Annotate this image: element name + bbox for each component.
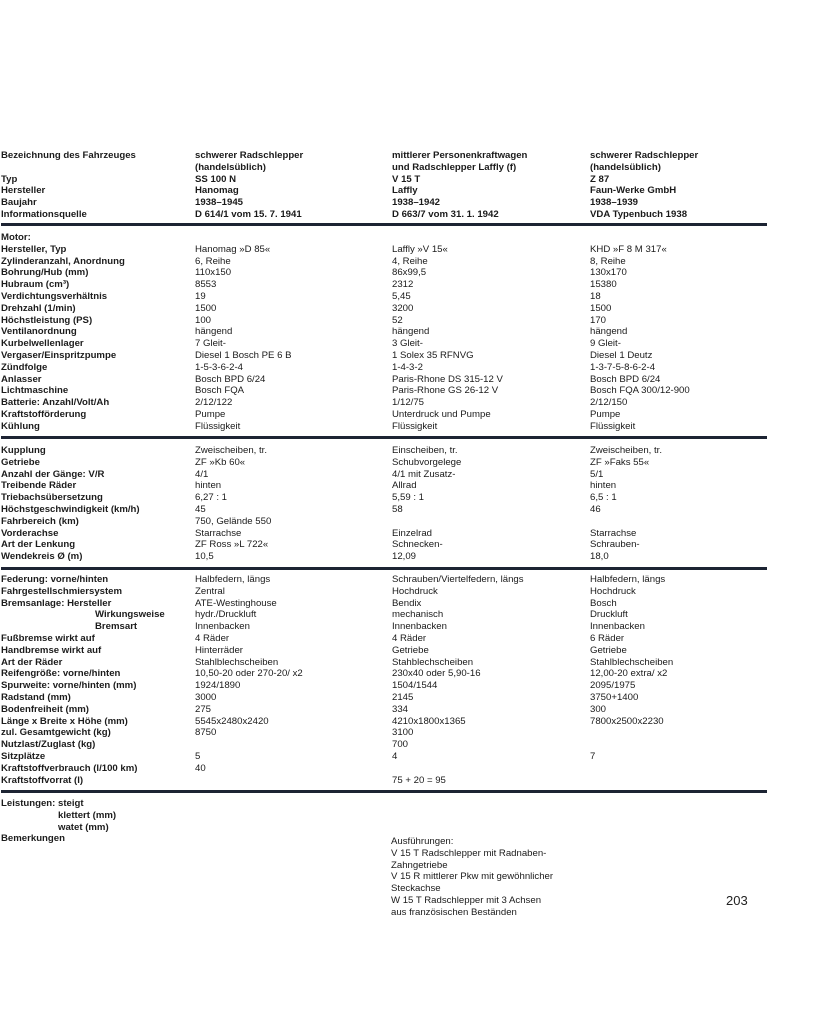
spec-row [1,704,767,716]
row-label: Fahrgestellschmiersystem [1,585,123,597]
row-label: Hersteller [1,185,46,197]
vehicle-2-value: Allrad [392,480,417,492]
vehicle-1-value: 750, Gelände 550 [195,515,272,527]
vehicle-2-value: 75 + 20 = 95 [392,774,446,786]
spec-row [1,645,767,657]
vehicle-1-value: 8553 [195,279,217,291]
vehicle-3-designation-2: (handelsüblich) [590,161,661,173]
section-divider [1,223,767,226]
spec-row [1,528,767,540]
vehicle-3-value: Flüssigkeit [590,420,636,432]
row-label: Sitzplätze [1,750,46,762]
vehicle-2-value: 5,59 : 1 [392,492,425,504]
vehicle-2-value: Paris-Rhone GS 26-12 V [392,385,499,397]
vehicle-3-value: Diesel 1 Deutz [590,349,653,361]
vehicle-1-value: ZF Ross »L 722« [195,539,269,551]
vehicle-2-value: 4 Räder [392,632,427,644]
vehicle-2-value: 1 Solex 35 RFNVG [392,349,474,361]
row-label: Anlasser [1,373,42,385]
spec-row [1,657,767,669]
row-label: Kupplung [1,445,46,456]
vehicle-2-value: Schnecken- [392,539,443,551]
spec-row [1,551,767,563]
vehicle-2-value: 1504/1544 [392,680,438,692]
vehicle-2-value: 334 [392,703,409,715]
vehicle-3-value: 7800x2500x2230 [590,715,664,727]
vehicle-1-value: 2/12/122 [195,397,233,409]
vehicle-1-value: Hinterräder [195,644,243,656]
row-label: Radstand (mm) [1,691,71,703]
header-row-year [1,197,767,209]
vehicle-1-value: Starrachse [195,527,242,539]
spec-row [1,609,767,621]
vehicle-1-value: Zweischeiben, tr. [195,445,267,456]
vehicle-2-value: 86x99,5 [392,267,427,279]
vehicle-3-value: Bosch FQA 300/12-900 [590,385,690,397]
row-label: Treibende Räder [1,480,77,492]
remarks-text [391,836,591,919]
vehicle-2-value: 3 Gleit- [392,338,423,350]
row-label: Reifengröße: vorne/hinten [1,668,121,680]
vehicle-2-value: mechanisch [392,609,444,621]
header-row-designation [1,150,767,162]
vehicle-1-value: 4 Räder [195,632,230,644]
vehicle-1-value: hinten [195,480,222,492]
header-row-designation-2 [1,162,767,174]
vehicle-3-value: Bosch BPD 6/24 [590,373,661,385]
row-label: Länge x Breite x Höhe (mm) [1,715,128,727]
spec-row [1,244,767,256]
vehicle-3-value: 46 [590,503,601,515]
vehicle-1-value: 100 [195,314,212,326]
vehicle-2-value: Schubvorgelege [392,456,462,468]
vehicle-3-value: 300 [590,703,607,715]
vehicle-3-value: Druckluft [590,609,628,621]
vehicle-3-value: Bosch [590,597,617,609]
remarks-line: Steckachse [391,883,441,895]
vehicle-1-value: Hanomag »D 85« [195,243,271,255]
vehicle-3-designation: schwerer Radschlepper [590,150,699,161]
vehicle-2-year: 1938–1942 [392,197,441,209]
row-label: Lichtmaschine [1,385,69,397]
vehicle-3-value: Hochdruck [590,585,636,597]
spec-row [1,303,767,315]
vehicle-3-value: 7 [590,750,596,762]
row-label: klettert (mm) [58,809,117,821]
spec-row [1,315,767,327]
vehicle-2-value: hängend [392,326,430,338]
header-row-type [1,174,767,186]
spec-row [1,469,767,481]
section-divider [1,790,767,793]
spec-row [1,397,767,409]
spec-row [1,291,767,303]
vehicle-3-value: 6,5 : 1 [590,492,617,504]
vehicle-2-value: Unterdruck und Pumpe [392,408,491,420]
vehicle-2-value: Schrauben/Viertelfedern, längs [392,574,524,585]
row-label: Kraftstoffvorrat (l) [1,774,84,786]
vehicle-header [1,150,767,221]
row-label: Bezeichnung des Fahrzeuges [1,150,136,161]
vehicle-3-value: 1-3-7-5-8-6-2-4 [590,361,656,373]
vehicle-2-value: 3200 [392,302,414,314]
vehicle-3-value: Innenbacken [590,621,645,633]
vehicle-3-year: 1938–1939 [590,197,639,209]
performance-row-climbs [1,798,767,810]
spec-row [1,256,767,268]
vehicle-1-value: 5545x2480x2420 [195,715,269,727]
row-label: Zündfolge [1,361,48,373]
vehicle-3-value: 130x170 [590,267,627,279]
vehicle-1-value: 5 [195,750,201,762]
vehicle-2-value: 2145 [392,691,414,703]
row-label: Hersteller, Typ [1,243,67,255]
vehicle-3-value: Stahlblechscheiben [590,656,674,668]
vehicle-2-value: 4, Reihe [392,255,428,267]
vehicle-2-value: 4 [392,750,398,762]
vehicle-2-value: 700 [392,739,409,751]
section-divider [1,567,767,570]
vehicle-2-source: D 663/7 vom 31. 1. 1942 [392,208,499,220]
vehicle-2-value: Innenbacken [392,621,447,633]
row-label: Verdichtungsverhältnis [1,290,108,302]
spec-row [1,492,767,504]
spec-row [1,716,767,728]
vehicle-2-value: 5,45 [392,290,411,302]
row-label: watet (mm) [58,821,109,833]
vehicle-2-value: 4210x1800x1365 [392,715,466,727]
performance-section [1,798,767,845]
spec-row [1,586,767,598]
spec-row [1,539,767,551]
spec-row [1,775,767,787]
spec-row [1,504,767,516]
row-label: Wirkungsweise [95,609,165,621]
vehicle-2-value: 1-4-3-2 [392,361,423,373]
vehicle-1-value: Innenbacken [195,621,250,633]
vehicle-1-manufacturer: Hanomag [195,185,239,197]
remarks-line: W 15 T Radschlepper mit 3 Achsen [391,894,542,906]
spec-row [1,668,767,680]
vehicle-3-value: Starrachse [590,527,637,539]
row-label: Bemerkungen [1,833,65,845]
vehicle-1-type: SS 100 N [195,173,237,185]
vehicle-3-value: 15380 [590,279,617,291]
vehicle-3-value: ZF »Faks 55« [590,456,650,468]
vehicle-3-value: Getriebe [590,644,627,656]
engine-section [1,232,767,433]
remarks-line: V 15 R mittlerer Pkw mit gewöhnlicher [391,871,554,883]
vehicle-3-value: hängend [590,326,628,338]
spec-row [1,516,767,528]
vehicle-1-value: Bosch FQA [195,385,245,397]
vehicle-1-value: 275 [195,703,212,715]
vehicle-1-value: 4/1 [195,468,209,480]
chassis-section [1,574,767,786]
row-label: Fahrbereich (km) [1,515,79,527]
vehicle-1-value: 110x150 [195,267,232,279]
spec-row [1,763,767,775]
vehicle-2-value: 52 [392,314,403,326]
engine-title-row [1,232,767,244]
vehicle-2-designation-2: und Radschlepper Laffly (f) [392,161,517,173]
vehicle-1-source: D 614/1 vom 15. 7. 1941 [195,208,302,220]
vehicle-1-value: Diesel 1 Bosch PE 6 B [195,349,292,361]
vehicle-3-value: 12,00-20 extra/ x2 [590,668,668,680]
row-label: Höchstgeschwindigkeit (km/h) [1,503,140,515]
remarks-line: Zahngetriebe [391,859,448,871]
vehicle-1-value: 7 Gleit- [195,338,226,350]
row-label: Typ [1,173,18,185]
vehicle-1-value: Flüssigkeit [195,420,241,432]
vehicle-1-value: 1-5-3-6-2-4 [195,361,243,373]
row-label: Kühlung [1,420,40,432]
vehicle-1-value: 1924/1890 [195,680,241,692]
vehicle-3-value: 6 Räder [590,632,625,644]
vehicle-1-value: Pumpe [195,408,226,420]
row-label: Höchstleistung (PS) [1,314,93,326]
row-label: Drehzahl (1/min) [1,302,76,314]
vehicle-3-type: Z 87 [590,173,610,185]
vehicle-2-value: 4/1 mit Zusatz- [392,468,456,480]
vehicle-2-type: V 15 T [392,173,421,185]
row-label: Fußbremse wirkt auf [1,632,95,644]
remarks-line: Ausführungen: [391,836,454,847]
spec-row [1,374,767,386]
vehicle-2-value: Bendix [392,597,422,609]
vehicle-3-value: Zweischeiben, tr. [590,445,662,456]
spec-row [1,362,767,374]
spec-row [1,692,767,704]
drivetrain-section [1,445,767,563]
spec-row [1,279,767,291]
vehicle-1-value: Bosch BPD 6/24 [195,373,266,385]
vehicle-2-value: 58 [392,503,403,515]
spec-row [1,574,767,586]
performance-row-remarks [1,833,767,845]
header-row-manufacturer [1,185,767,197]
vehicle-3-value: Schrauben- [590,539,640,551]
header-row-source [1,209,767,221]
row-label: Nutzlast/Zuglast (kg) [1,739,96,751]
vehicle-3-value: 8, Reihe [590,255,626,267]
vehicle-3-value: 2/12/150 [590,397,628,409]
row-label: Bodenfreiheit (mm) [1,703,89,715]
row-label: Spurweite: vorne/hinten (mm) [1,680,137,692]
vehicle-2-value: Flüssigkeit [392,420,438,432]
vehicle-2-value: 3100 [392,727,414,739]
vehicle-1-designation: schwerer Radschlepper [195,150,304,161]
vehicle-1-year: 1938–1945 [195,197,244,209]
row-label: Kraftstofförderung [1,408,87,420]
vehicle-3-value: Halbfedern, längs [590,574,666,585]
spec-row [1,621,767,633]
performance-row-climbs-mm [1,810,767,822]
row-label: Federung: vorne/hinten [1,574,109,585]
vehicle-2-value: Einzelrad [392,527,432,539]
vehicle-3-value: 1500 [590,302,612,314]
vehicle-1-value: 40 [195,762,206,774]
spec-row [1,326,767,338]
vehicle-1-value: 10,50-20 oder 270-20/ x2 [195,668,303,680]
vehicle-2-value: 1/12/75 [392,397,425,409]
section-title: Motor: [1,232,31,243]
row-label: Vergaser/Einspritzpumpe [1,349,117,361]
vehicle-1-value: ATE-Westinghouse [195,597,277,609]
row-label: Baujahr [1,197,37,209]
vehicle-2-value: Hochdruck [392,585,438,597]
vehicle-2-value: Paris-Rhone DS 315-12 V [392,373,503,385]
vehicle-1-value: 1500 [195,302,217,314]
vehicle-1-value: 10,5 [195,551,214,563]
spec-row [1,727,767,739]
vehicle-1-value: hängend [195,326,233,338]
spec-row [1,457,767,469]
vehicle-1-value: hydr./Druckluft [195,609,257,621]
vehicle-3-value: Pumpe [590,408,621,420]
spec-row [1,421,767,433]
spec-row [1,350,767,362]
vehicle-2-value: 2312 [392,279,414,291]
row-label: Bremsanlage: Hersteller [1,597,112,609]
row-label: Vorderachse [1,527,59,539]
vehicle-2-designation: mittlerer Personenkraftwagen [392,150,528,161]
vehicle-1-value: 45 [195,503,206,515]
spec-row [1,633,767,645]
row-label: Art der Räder [1,656,63,668]
row-label: Leistungen: steigt [1,798,84,809]
vehicle-3-manufacturer: Faun-Werke GmbH [590,185,677,197]
vehicle-1-value: 6, Reihe [195,255,231,267]
spec-row [1,338,767,350]
row-label: Anzahl der Gänge: V/R [1,468,105,480]
vehicle-1-value: Stahlblechscheiben [195,656,279,668]
vehicle-3-value: 18,0 [590,551,609,563]
vehicle-2-value: Einscheiben, tr. [392,445,458,456]
page-number: 203 [726,893,748,908]
row-label: Zylinderanzahl, Anordnung [1,255,125,267]
row-label: Kurbelwellenlager [1,338,84,350]
vehicle-3-value: 170 [590,314,607,326]
vehicle-2-value: 12,09 [392,551,417,563]
row-label: Wendekreis Ø (m) [1,551,83,563]
row-label: Art der Lenkung [1,539,76,551]
vehicle-2-value: Laffly »V 15« [392,243,448,255]
spec-row [1,680,767,692]
vehicle-3-value: 5/1 [590,468,604,480]
spec-row [1,751,767,763]
vehicle-1-designation-2: (handelsüblich) [195,161,266,173]
spec-row [1,739,767,751]
spec-row [1,480,767,492]
row-label: zul. Gesamtgewicht (kg) [1,727,111,739]
vehicle-2-value: Getriebe [392,644,429,656]
vehicle-1-value: 6,27 : 1 [195,492,228,504]
vehicle-3-source: VDA Typenbuch 1938 [590,208,688,220]
remarks-line: V 15 T Radschlepper mit Radnaben- [391,847,547,859]
row-label: Getriebe [1,456,40,468]
row-label: Ventilanordnung [1,326,77,338]
row-label: Bremsart [95,621,138,633]
vehicle-1-value: ZF »Kb 60« [195,456,246,468]
vehicle-2-value: 230x40 oder 5,90-16 [392,668,481,680]
row-label: Informationsquelle [1,208,87,220]
row-label: Triebachsübersetzung [1,492,103,504]
row-label: Batterie: Anzahl/Volt/Ah [1,397,110,409]
vehicle-1-value: 8750 [195,727,217,739]
vehicle-3-value: 18 [590,290,601,302]
remarks-line: aus französischen Beständen [391,906,517,918]
vehicle-1-value: Halbfedern, längs [195,574,271,585]
vehicle-2-value: Stahblechscheiben [392,656,474,668]
row-label: Bohrung/Hub (mm) [1,267,89,279]
spec-row [1,409,767,421]
vehicle-1-value: 19 [195,290,206,302]
vehicle-2-manufacturer: Laffly [392,185,418,197]
vehicle-3-value: 2095/1975 [590,680,636,692]
vehicle-1-value: Zentral [195,585,225,597]
performance-row-wades [1,822,767,834]
row-label: Hubraum (cm³) [1,279,70,291]
spec-row [1,598,767,610]
vehicle-3-value: 9 Gleit- [590,338,621,350]
vehicle-1-value: 3000 [195,691,217,703]
spec-row [1,267,767,279]
row-label: Handbremse wirkt auf [1,644,102,656]
spec-row [1,385,767,397]
section-divider [1,436,767,439]
spec-row [1,445,767,457]
vehicle-3-value: KHD »F 8 M 317« [590,243,667,255]
row-label: Kraftstoffverbrauch (l/100 km) [1,762,138,774]
vehicle-3-value: hinten [590,480,617,492]
vehicle-3-value: 3750+1400 [590,691,639,703]
